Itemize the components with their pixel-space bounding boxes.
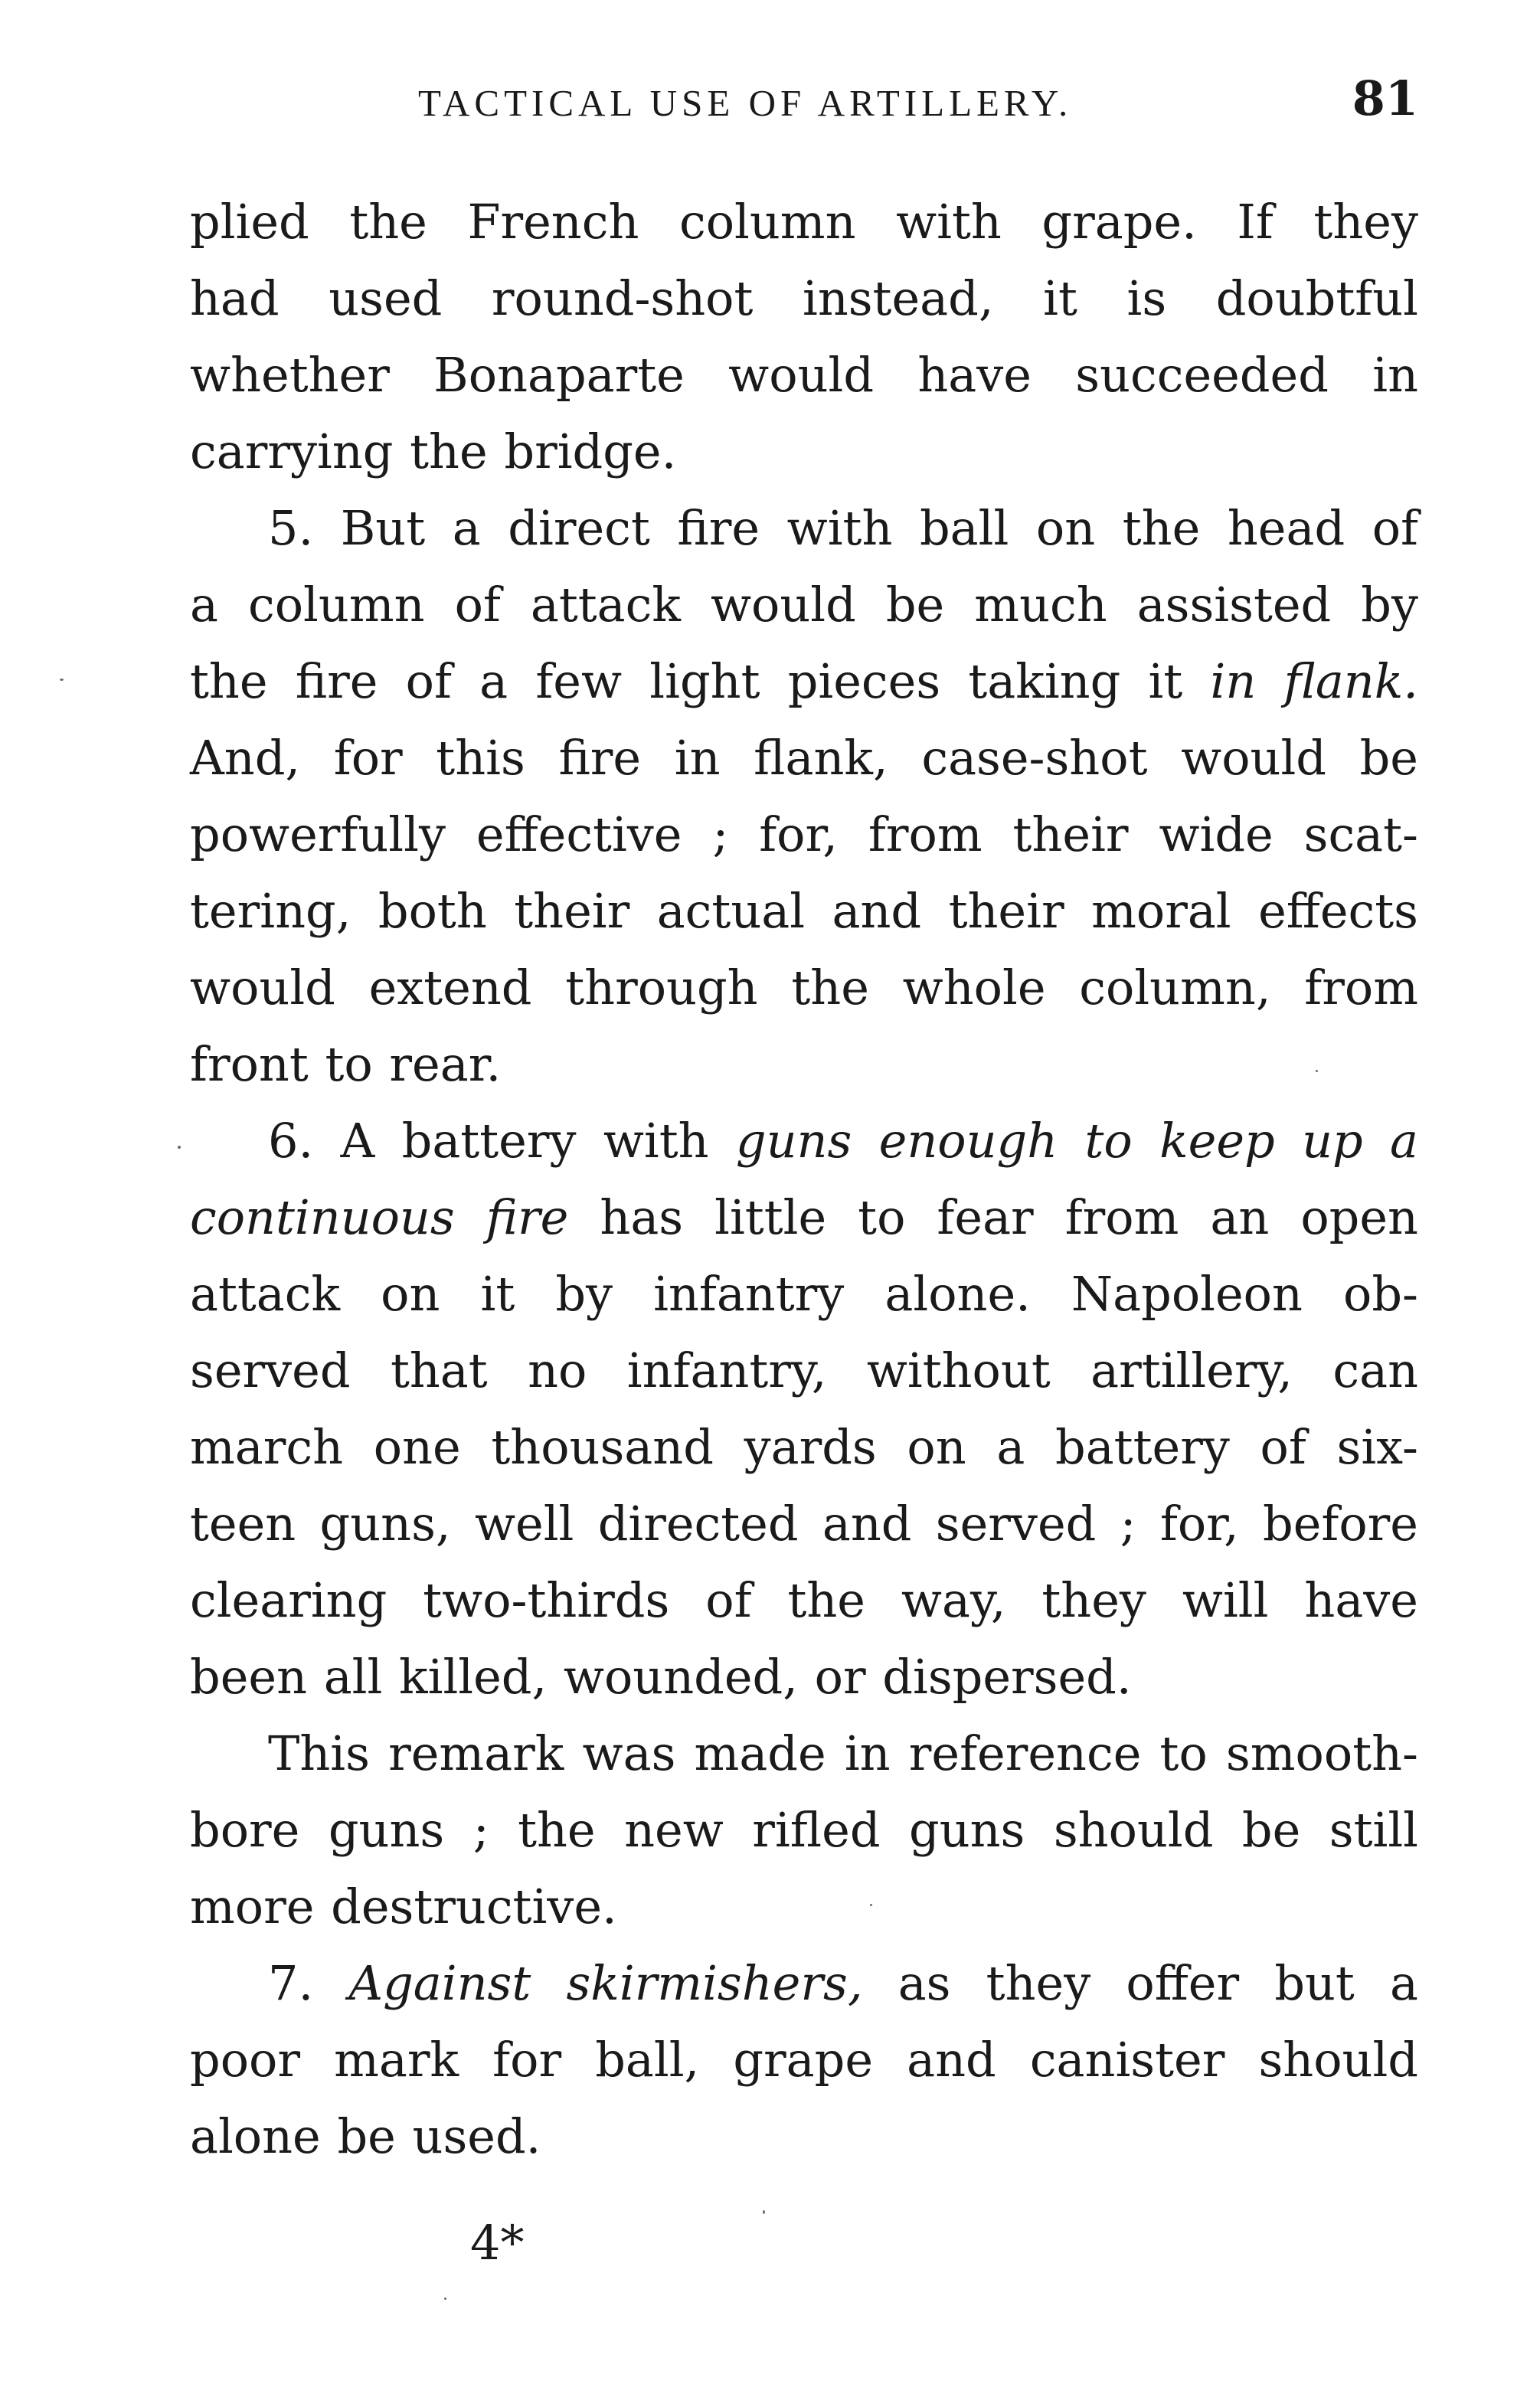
text-line (190, 337, 1418, 414)
text-segment: 6. A battery with (268, 1113, 736, 1169)
text-line (190, 1869, 1418, 1945)
text-segment: teen guns, well directed and served ; for, before (190, 1496, 1418, 1552)
text-segment: served that no infantry, without artillery, can (190, 1342, 1418, 1398)
text-line (190, 2098, 1418, 2175)
text-line (190, 1026, 1418, 1103)
text-line (190, 720, 1418, 796)
text-line (190, 873, 1418, 950)
text-segment: would extend through the whole column, from (190, 960, 1418, 1015)
text-line (190, 567, 1418, 643)
italic-text: continuous fire (190, 1189, 569, 1245)
text-line (190, 1639, 1418, 1715)
running-head (190, 70, 1418, 132)
text-segment: has little to fear from an open (568, 1189, 1418, 1245)
text-segment: alone be used. (190, 2108, 541, 2164)
text-line (190, 1333, 1418, 1409)
text-line (190, 1715, 1418, 1792)
text-line (190, 1486, 1418, 1562)
text-segment: clearing two-thirds of the way, they will have (190, 1572, 1418, 1628)
scan-speck (763, 2210, 765, 2214)
text-line (190, 1256, 1418, 1333)
text-segment: tering, both their actual and their moral effects (190, 883, 1418, 939)
text-segment: been all killed, wounded, or dispersed. (190, 1649, 1132, 1705)
text-segment: front to rear. (190, 1036, 502, 1092)
text-line (190, 796, 1418, 873)
text-line (190, 643, 1418, 720)
text-segment: more destructive. (190, 1879, 617, 1934)
text-line (190, 2022, 1418, 2098)
text-segment: march one thousand yards on a battery of six- (190, 1419, 1418, 1475)
scan-speck (870, 1904, 872, 1906)
text-segment: bore guns ; the new rifled guns should be still (190, 1802, 1418, 1858)
text-segment: whether Bonaparte would have succeeded in (190, 347, 1418, 403)
text-line (190, 184, 1418, 260)
text-segment: carrying the bridge. (190, 424, 677, 479)
italic-text: in flank. (1210, 653, 1418, 709)
text-segment: This remark was made in reference to smooth- (268, 1725, 1418, 1781)
text-line (190, 1103, 1418, 1179)
text-line (190, 1179, 1418, 1256)
italic-text: guns enough to keep up a (735, 1113, 1419, 1169)
text-line (190, 260, 1418, 337)
text-line (190, 1409, 1418, 1486)
text-segment: attack on it by infantry alone. Napoleon ob- (190, 1266, 1418, 1322)
text-segment: poor mark for ball, grape and canister should (190, 2032, 1418, 2088)
text-line (190, 490, 1418, 567)
italic-text: Against skirmishers, (348, 1955, 863, 2011)
text-line (190, 1562, 1418, 1639)
text-line (190, 1945, 1418, 2022)
page-number: 81 (1352, 70, 1418, 126)
text-segment: had used round-shot instead, it is doubtful (190, 270, 1418, 326)
text-segment: the fire of a few light pieces taking it (190, 653, 1211, 709)
text-segment: 5. But a direct fire with ball on the head of (268, 500, 1418, 556)
text-segment: 7. (268, 1955, 349, 2011)
scan-speck (178, 1146, 181, 1149)
body-text (190, 184, 1418, 2175)
text-segment: a column of attack would be much assisted by (190, 577, 1418, 633)
scan-speck (1316, 1070, 1318, 1072)
text-line (190, 1792, 1418, 1869)
text-line (190, 950, 1418, 1026)
signature-mark: 4* (470, 2215, 525, 2271)
scan-speck (444, 2297, 446, 2300)
text-segment: plied the French column with grape. If they (190, 194, 1418, 250)
text-segment: powerfully effective ; for, from their wide scat- (190, 806, 1418, 862)
text-segment: And, for this fire in flank, case-shot would be (190, 730, 1418, 786)
running-title: TACTICAL USE OF ARTILLERY. (418, 82, 1073, 124)
text-line (190, 414, 1418, 490)
text-segment: as they offer but a (862, 1955, 1418, 2011)
scan-speck (60, 679, 64, 681)
